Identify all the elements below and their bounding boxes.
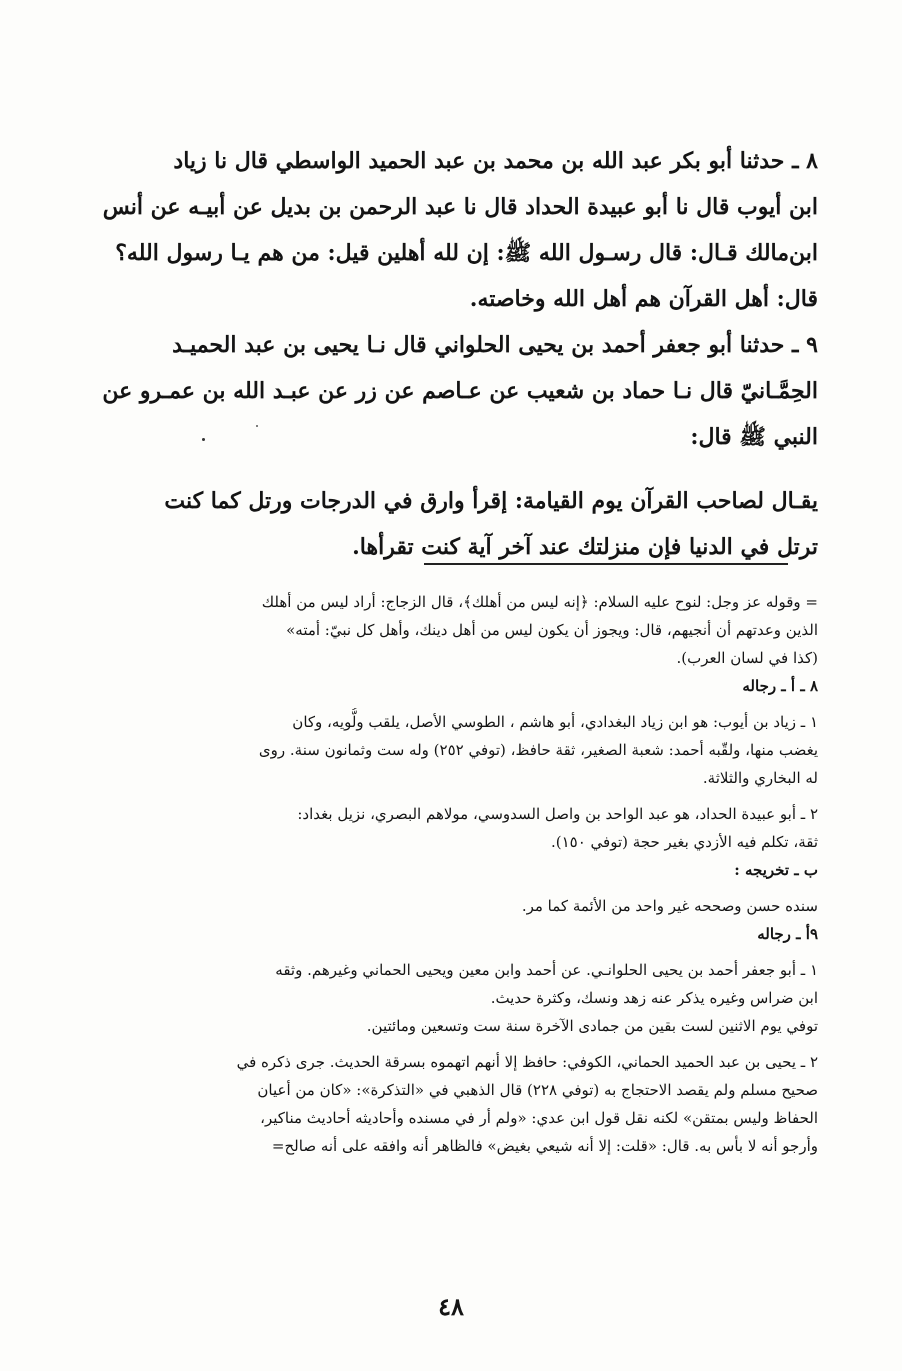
ink-speck bbox=[256, 425, 258, 427]
spacer bbox=[88, 1040, 818, 1048]
main-line: ٨ ـ حدثنا أبو بكر عبد الله بن محمد بن عبد الحميد الواسطي قال نا زياد bbox=[173, 148, 818, 174]
main-line: النبي ﷺ قال: bbox=[690, 424, 818, 450]
page-number: ٤٨ bbox=[438, 1292, 464, 1321]
footnote-heading: ٨ ـ أ ـ رجاله bbox=[742, 677, 818, 695]
footnote-line: صحيح مسلم ولم يقصد الاحتجاج به (توفي ٢٢٨) قال الذهبي في «التذكرة»: «كان من أعيان bbox=[257, 1081, 818, 1099]
footnote-line: وأرجو أنه لا بأس به. قال: «قلت: إلا أنه شيعي بغيض» فالظاهر أنه وافقه على أنه صالح= bbox=[271, 1137, 818, 1155]
footnote-heading: ٩أ ـ رجاله bbox=[757, 925, 818, 943]
footnote-line: ٢ ـ يحيى بن عبد الحميد الحماني، الكوفي: حافظ إلا أنهم اتهموه بسرقة الحديث. جرى ذكره في bbox=[236, 1053, 818, 1071]
footnote-line: سنده حسن وصححه غير واحد من الأئمة كما مر. bbox=[521, 897, 818, 915]
footnote-line: (كذا في لسان العرب). bbox=[676, 649, 818, 667]
footnote-line: = وقوله عز وجل: لنوح عليه السلام: ﴿إنه ليس من أهلك﴾، قال الزجاج: أراد ليس من أهلك bbox=[261, 593, 818, 611]
footnote-line: يغضب منها، ولقّبه أحمد: شعبة الصغير، ثقة حافظ، (توفي ٢٥٢) وله ست وثمانون سنة. روى bbox=[258, 741, 818, 759]
main-line: الحِمَّـانيّ قال نـا حماد بن شعيب عن عـاصم عن زر عن عبـد الله بن عمـرو عن bbox=[102, 378, 818, 404]
main-line: ٩ ـ حدثنا أبو جعفر أحمد بن يحيى الحلواني قال نـا يحيى بن عبد الحميـد bbox=[172, 332, 818, 358]
footnote-line: ابن ضراس وغيره يذكر عنه زهد ونسك، وكثرة حديث. bbox=[490, 989, 818, 1007]
ink-speck bbox=[202, 438, 205, 441]
main-line: قال: أهل القرآن هم أهل الله وخاصته. bbox=[469, 286, 818, 312]
spacer bbox=[88, 884, 818, 892]
footnote-separator bbox=[424, 563, 788, 565]
spacer bbox=[88, 792, 818, 800]
main-line: ترتل في الدنيا فإن منزلتك عند آخر آية كنت تقرأها. bbox=[352, 534, 818, 560]
footnote-heading: ب ـ تخريجه : bbox=[734, 861, 818, 879]
footnote-line: الحفاظ وليس بمتقن» لكنه نقل قول ابن عدي: «ولم أر في مسنده وأحاديثه أحاديث مناكير، bbox=[260, 1109, 818, 1127]
main-line: يقـال لصاحب القرآن يوم القيامة: إقرأ وارق في الدرجات ورتل كما كنت bbox=[164, 488, 818, 514]
footnote-line: ١ ـ زياد بن أيوب: هو ابن زياد البغدادي، أبو هاشم ، الطوسي الأصل، يلقب ولُّويه، وكان bbox=[292, 713, 818, 731]
main-text bbox=[90, 138, 818, 570]
footnote-line: ١ ـ أبو جعفر أحمد بن يحيى الحلوانـي. عن أحمد وابن معين ويحيى الحماني وغيرهم. وثقه bbox=[275, 961, 818, 979]
spacer bbox=[90, 460, 818, 478]
spacer bbox=[88, 700, 818, 708]
spacer bbox=[88, 948, 818, 956]
footnote-line: الذين وعدتهم أن أنجيهم، قال: ويجوز أن يكون ليس من أهل دينك، وأهل كل نبيّ: أمته» bbox=[286, 621, 818, 639]
footnotes bbox=[88, 588, 818, 1160]
footnote-line: ثقة، تكلم فيه الأزدي بغير حجة (توفي ١٥٠). bbox=[550, 833, 818, 851]
main-line: ابن‌مالك قـال: قال رسـول الله ﷺ: إن لله أهلين قيل: من هم يـا رسول الله؟ bbox=[115, 240, 818, 266]
footnote-line: توفي يوم الاثنين لست بقين من جمادى الآخرة سنة ست وتسعين ومائتين. bbox=[366, 1017, 818, 1035]
main-line: ابن أيوب قال نا أبو عبيدة الحداد قال نا عبد الرحمن بن بديل عن أبيـه عن أنس bbox=[102, 194, 818, 220]
footnote-line: له البخاري والثلاثة. bbox=[702, 769, 818, 787]
footnote-line: ٢ ـ أبو عبيدة الحداد، هو عبد الواحد بن واصل السدوسي، مولاهم البصري، نزيل بغداد: bbox=[297, 805, 818, 823]
